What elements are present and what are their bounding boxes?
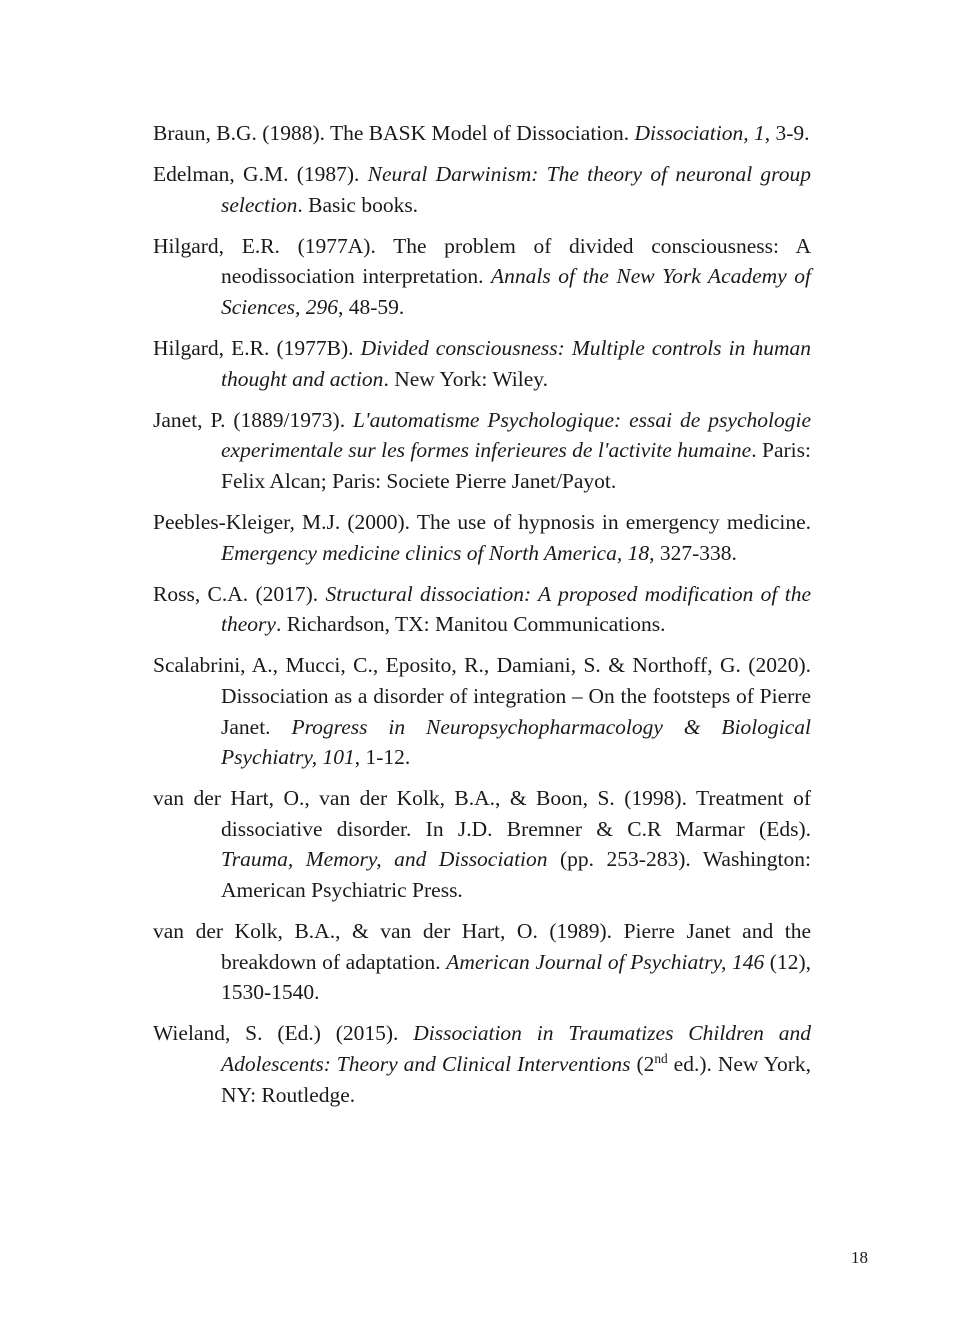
reference-entry <box>153 118 811 149</box>
italic-title-text: Dissociation, 1 <box>634 121 765 145</box>
reference-text: , 1-12. <box>354 745 411 770</box>
reference-text: , 327-338. <box>649 540 737 565</box>
reference-entry <box>153 650 811 772</box>
reference-entry <box>153 333 811 394</box>
page-number: 18 <box>851 1248 868 1267</box>
reference-entry <box>153 231 811 323</box>
reference-text: (pp. 253-283). Washington: American Psychiatric Press. <box>221 847 811 903</box>
italic-title-text: Trauma, Memory, and Dissociation <box>221 847 548 872</box>
reference-text: (12), 1530-1540. <box>221 949 812 1005</box>
reference-text: Edelman, G.M. (1987). <box>153 162 368 187</box>
italic-title-text: American Journal of Psychiatry, 146 <box>446 949 765 974</box>
reference-entry <box>153 405 811 497</box>
italic-title-text: Emergency medicine clinics of North America, 18 <box>221 540 650 565</box>
reference-text: ed.). New York, NY: Routledge. <box>221 1052 811 1107</box>
italic-title-text: Structural dissociation: A proposed modification of the theory <box>221 581 811 637</box>
italic-title-text: Dissociation in Traumatizes Children and Adolescents: Theory and Clinical Interventions <box>221 1021 811 1077</box>
reference-list <box>153 118 811 1121</box>
reference-text: . Paris: Felix Alcan; Paris: Societe Pierre Janet/Payot. <box>221 438 811 493</box>
superscript-text: nd <box>654 1050 668 1066</box>
reference-text: Peebles-Kleiger, M.J. (2000). The use of hypnosis in emergency medicine. <box>153 510 811 535</box>
reference-entry <box>153 783 811 905</box>
reference-text: . Basic books. <box>297 192 419 217</box>
reference-entry <box>153 916 811 1008</box>
reference-text: Hilgard, E.R. (1977B). <box>153 336 361 361</box>
reference-text: . Richardson, TX: Manitou Communications. <box>275 612 666 637</box>
reference-text: Janet, P. (1889/1973). <box>153 407 354 432</box>
reference-text: Braun, B.G. (1988). The BASK Model of Dissociation. <box>153 121 635 145</box>
reference-text: Hilgard, E.R. (1977A). The problem of divided consciousness: A neodissociation interpretation. <box>153 233 811 289</box>
reference-entry <box>153 579 811 640</box>
reference-text: , 3-9. <box>764 121 810 145</box>
italic-title-text: Divided consciousness: Multiple controls in human thought and action <box>221 336 811 391</box>
reference-text: Scalabrini, A., Mucci, C., Eposito, R., Damiani, S. & Northoff, G. (2020). Dissociation as a disorder of integration – On the footsteps of Pierre Janet. <box>153 653 811 739</box>
reference-text: Wieland, S. (Ed.) (2015). <box>153 1021 414 1046</box>
italic-title-text: Neural Darwinism: The theory of neuronal group selection <box>221 162 811 217</box>
reference-text: van der Hart, O., van der Kolk, B.A., & Boon, S. (1998). Treatment of dissociative disorder. In J.D. Bremner & C.R Marmar (Eds). <box>153 786 811 841</box>
reference-text: (2 <box>630 1052 655 1077</box>
reference-text: , 48-59. <box>338 294 405 319</box>
reference-text: Ross, C.A. (2017). <box>153 581 326 606</box>
reference-text: van der Kolk, B.A., & van der Hart, O. (1989). Pierre Janet and the breakdown of adaptation. <box>153 919 811 974</box>
reference-entry <box>153 507 811 568</box>
italic-title-text: Annals of the New York Academy of Sciences, 296 <box>221 264 811 319</box>
reference-text: . New York: Wiley. <box>383 366 549 391</box>
italic-title-text: L'automatisme Psychologique: essai de psychologie experimentale sur les formes inferieures de l'activite humaine <box>221 407 811 463</box>
reference-entry <box>153 1018 811 1110</box>
reference-entry <box>153 159 811 220</box>
italic-title-text: Progress in Neuropsychopharmacology & Biological Psychiatry, 101 <box>221 714 812 770</box>
